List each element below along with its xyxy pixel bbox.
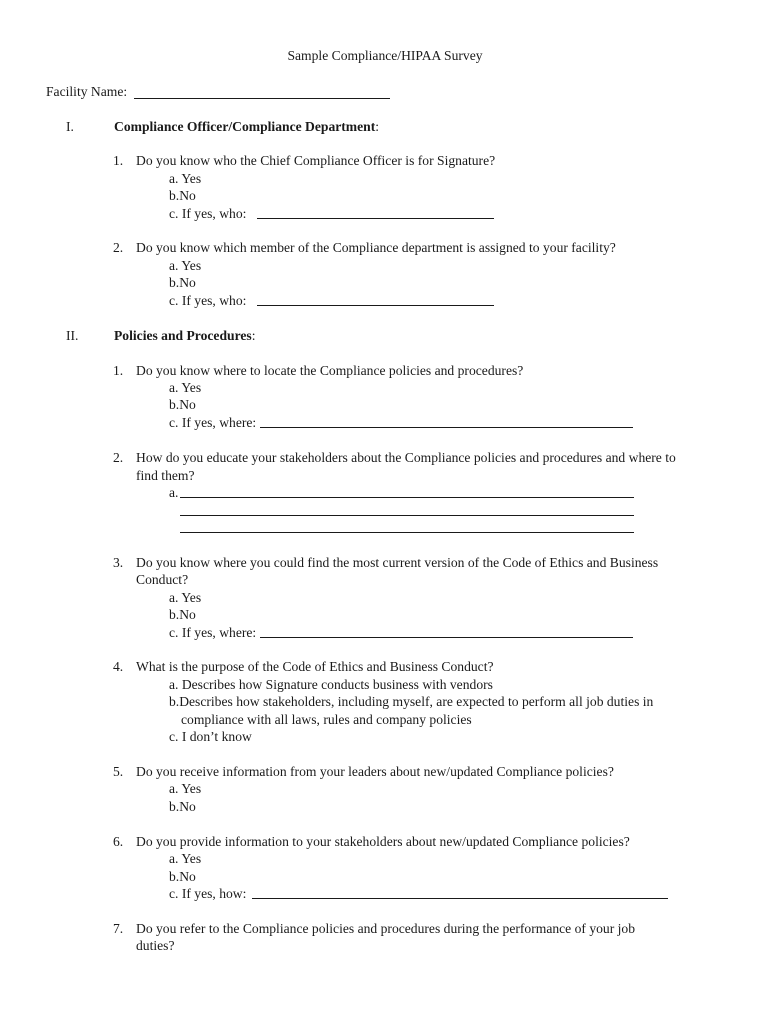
option-if-yes-label: c. If yes, where: <box>169 415 257 430</box>
section-numeral: II. <box>66 328 79 343</box>
question-number: 6. <box>113 834 124 849</box>
page-title: Sample Compliance/HIPAA Survey <box>287 48 483 63</box>
option-yes[interactable]: a. Yes <box>169 851 202 866</box>
section-heading-text: Compliance Officer/Compliance Department <box>114 119 376 134</box>
section-heading-colon: : <box>375 119 380 134</box>
question-text-line-2: Conduct? <box>136 572 189 587</box>
question-text: Do you provide information to your stakeholders about new/updated Compliance policies? <box>136 834 630 849</box>
question-text: Do you know who the Chief Compliance Officer is for Signature? <box>136 153 496 168</box>
option-b-continued: compliance with all laws, rules and company policies <box>181 712 472 727</box>
answer-field[interactable] <box>260 427 633 428</box>
question-text: Do you know where to locate the Compliance policies and procedures? <box>136 363 524 378</box>
question-number: 3. <box>113 555 124 570</box>
option-a[interactable]: a. Describes how Signature conducts business with vendors <box>169 677 493 692</box>
question-text-line-1: Do you know where you could find the most current version of the Code of Ethics and Business <box>136 555 659 570</box>
question-text: Do you know which member of the Compliance department is assigned to your facility? <box>136 240 616 255</box>
option-yes[interactable]: a. Yes <box>169 781 202 796</box>
question-text-line-1: Do you refer to the Compliance policies and procedures during the performance of your job <box>136 921 636 936</box>
option-yes[interactable]: a. Yes <box>169 171 202 186</box>
question-number: 4. <box>113 659 124 674</box>
option-no[interactable]: b.No <box>169 188 196 203</box>
option-no[interactable]: b.No <box>169 869 196 884</box>
option-if-yes-label: c. If yes, who: <box>169 206 247 221</box>
option-if-yes-label: c. If yes, how: <box>169 886 247 901</box>
question-text-line-2: find them? <box>136 468 195 483</box>
question-number: 5. <box>113 764 124 779</box>
answer-field[interactable] <box>257 218 494 219</box>
facility-name-label: Facility Name: <box>46 84 128 99</box>
question-number: 1. <box>113 363 124 378</box>
section-heading <box>114 118 379 135</box>
question-number: 2. <box>113 240 124 255</box>
answer-field[interactable] <box>252 898 668 899</box>
answer-field[interactable] <box>257 305 494 306</box>
option-if-yes-label: c. If yes, where: <box>169 625 257 640</box>
option-no[interactable]: b.No <box>169 607 196 622</box>
question-text: What is the purpose of the Code of Ethics and Business Conduct? <box>136 659 494 674</box>
question-number: 1. <box>113 153 124 168</box>
option-yes[interactable]: a. Yes <box>169 590 202 605</box>
option-c[interactable]: c. I don’t know <box>169 729 252 744</box>
question-number: 7. <box>113 921 124 936</box>
option-if-yes-label: c. If yes, who: <box>169 293 247 308</box>
answer-field[interactable] <box>260 637 633 638</box>
question-number: 2. <box>113 450 124 465</box>
section-heading-text: Policies and Procedures <box>114 328 252 343</box>
answer-field[interactable] <box>180 515 634 516</box>
question-text: Do you receive information from your leaders about new/updated Compliance policies? <box>136 764 614 779</box>
option-yes[interactable]: a. Yes <box>169 380 202 395</box>
question-text-line-1: How do you educate your stakeholders about the Compliance policies and procedures and where to <box>136 450 676 465</box>
option-no[interactable]: b.No <box>169 275 196 290</box>
section-heading-colon: : <box>251 328 256 343</box>
answer-label: a. <box>169 485 179 500</box>
answer-field[interactable] <box>180 497 634 498</box>
option-no[interactable]: b.No <box>169 799 196 814</box>
section-numeral: I. <box>66 119 74 134</box>
option-no[interactable]: b.No <box>169 397 196 412</box>
option-b[interactable]: b.Describes how stakeholders, including myself, are expected to perform all job duties in <box>169 694 654 709</box>
facility-name-field[interactable] <box>134 98 390 99</box>
section-heading <box>114 327 255 344</box>
option-yes[interactable]: a. Yes <box>169 258 202 273</box>
question-text-line-2: duties? <box>136 938 175 953</box>
answer-field[interactable] <box>180 532 634 533</box>
